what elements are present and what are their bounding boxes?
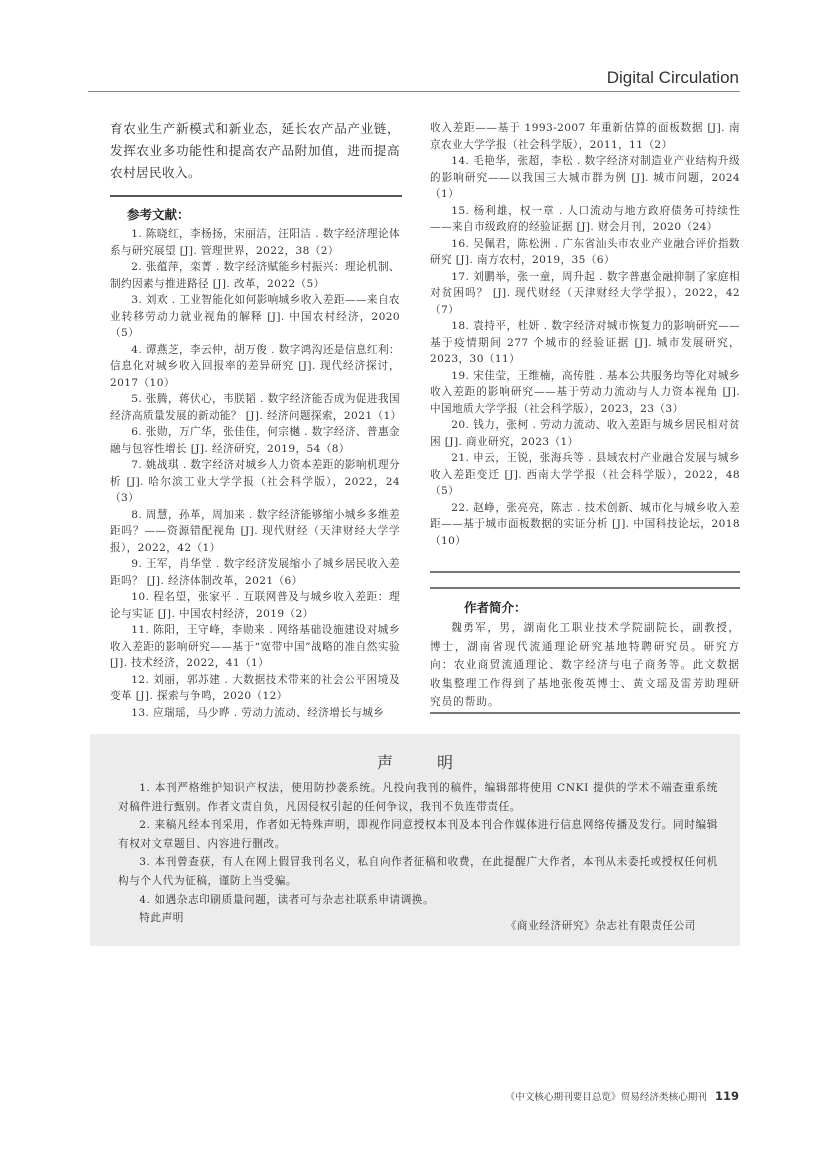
reference-item: 12. 刘丽，郭苏建 . 大数据技术带来的社会公平困境及变革 [J]. 探索与争鸣，2020（12） bbox=[110, 673, 400, 702]
reference-item: 22. 赵峥，张亮亮，陈志 . 技术创新、城市化与城乡收入差距——基于城市面板数据的实证分析 [J]. 中国科技论坛，2018（10） bbox=[430, 501, 740, 547]
footer-journal-text: 《中文核心期刊要目总览》贸易经济类核心期刊 bbox=[505, 1092, 707, 1103]
reference-item: 2. 张蕴萍，栾菁 . 数字经济赋能乡村振兴：理论机制、制约因素与推进路径 [J]. 改革，2022（5） bbox=[110, 261, 400, 290]
reference-item: 6. 张勋，万广华，张佳佳，何宗樾 . 数字经济、普惠金融与包容性增长 [J]. 经济研究，2019，54（8） bbox=[110, 426, 400, 455]
reference-item-continued: 收入差距——基于 1993-2007 年重新估算的面板数据 [J]. 南京农业大学学报（社会科学版），2011，11（2） bbox=[430, 122, 740, 151]
notice-body bbox=[118, 779, 718, 928]
reference-item: 10. 程名望，张家平 . 互联网普及与城乡收入差距：理论与实证 [J]. 中国农村经济，2019（2） bbox=[110, 591, 400, 620]
bio-top-rule bbox=[430, 587, 740, 589]
notice-closing: 特此声明 bbox=[139, 912, 184, 925]
intro-paragraph: 育农业生产新模式和新业态，延长农产品产业链，发挥农业多功能性和提高农产品附加值，进而提高农村居民收入。 bbox=[110, 121, 400, 180]
notice-item: 4. 如遇杂志印刷质量问题，读者可与杂志社联系申请调换。 bbox=[139, 893, 435, 906]
reference-item: 16. 吴佩君，陈松洲 . 广东省汕头市农业产业融合评价指数研究 [J]. 南方农村，2019，35（6） bbox=[430, 237, 740, 266]
notice-item: 3. 本刊曾查获，有人在网上假冒我刊名义，私自向作者征稿和收费，在此提醒广大作者，本刊从未委托或授权任何机构与个人代为征稿，谨防上当受骗。 bbox=[118, 856, 718, 887]
page-number: 119 bbox=[714, 1089, 739, 1103]
author-bio bbox=[430, 619, 740, 712]
reference-item: 18. 袁持平，杜妍 . 数字经济对城市恢复力的影响研究——基于疫情期间 277 个城市的经验证据 [J]. 城市发展研究，2023，30（11） bbox=[430, 320, 740, 365]
reference-item: 17. 刘鹏举，张一童，周升起 . 数字普惠金融抑制了家庭相对贫困吗？ [J]. 现代财经（天津财经大学学报），2022，42（7） bbox=[430, 270, 740, 316]
reference-item: 13. 应瑞瑶，马少晔 . 劳动力流动、经济增长与城乡 bbox=[131, 706, 385, 719]
references-heading: 参考文献： bbox=[127, 207, 190, 222]
reference-item: 20. 钱力，张柯 . 劳动力流动、收入差距与城乡居民相对贫困 [J]. 商业研究，2023（1） bbox=[430, 419, 740, 448]
notice-item: 2. 来稿凡经本刊采用，作者如无特殊声明，即视作同意授权本刊及本刊合作媒体进行信息网络传播及发行。同时编辑有权对文章题目、内容进行删改。 bbox=[118, 819, 718, 850]
reference-item: 5. 张腾，蒋伏心，韦朕韬 . 数字经济能否成为促进我国经济高质量发展的新动能？ [J]. 经济问题探索，2021（1） bbox=[110, 393, 402, 422]
bio-bottom-rule bbox=[430, 712, 740, 714]
author-bio-text: 魏勇军，男，湖南化工职业技术学院副院长，副教授，博士，湖南省现代流通理论研究基地特聘研究员。研究方向：农业商贸流通理论、数字经济与电子商务等。此文数据收集整理工作得到了基地张俊英博士、黄文瑶及雷芳助理研究员的帮助。 bbox=[430, 622, 740, 708]
reference-item: 11. 陈阳，王守峰，李勋来 . 网络基础设施建设对城乡收入差距的影响研究——基于“宽带中国”战略的准自然实验 [J]. 技术经济，2022，41（1） bbox=[110, 624, 400, 669]
author-bio-heading: 作者简介： bbox=[464, 600, 527, 615]
references-right-column bbox=[430, 120, 740, 549]
section-rule bbox=[110, 195, 402, 197]
notice-signature: 《商业经济研究》杂志社有限责任公司 bbox=[505, 920, 696, 932]
reference-item: 9. 王军，肖华堂 . 数字经济发展缩小了城乡居民收入差距吗？ [J]. 经济体制改革，2021（6） bbox=[110, 558, 400, 587]
notice-title: 声明 bbox=[376, 753, 497, 772]
reference-item: 21. 申云，王锐，张海兵等 . 县域农村产业融合发展与城乡收入差距变迁 [J]. 西南大学学报（社会科学版），2022，48（5） bbox=[430, 452, 740, 497]
reference-item: 3. 刘欢 . 工业智能化如何影响城乡收入差距——来自农业转移劳动力就业视角的解释 [J]. 中国农村经济，2020（5） bbox=[110, 294, 400, 339]
reference-item: 1. 陈晓红，李杨扬，宋丽洁，汪阳洁 . 数字经济理论体系与研究展望 [J]. 管理世界，2022，38（2） bbox=[110, 228, 400, 257]
notice-box bbox=[90, 734, 740, 946]
reference-item: 4. 谭燕芝，李云仲，胡万俊 . 数字鸿沟还是信息红利：信息化对城乡收入回报率的差异研究 [J]. 现代经济探讨，2017（10） bbox=[110, 343, 400, 389]
reference-item: 15. 杨利雄，权一章 . 人口流动与地方政府债务可持续性——来自市级政府的经验证据 [J]. 财会月刊，2020（24） bbox=[430, 204, 740, 233]
references-end-rule bbox=[430, 571, 740, 573]
reference-item: 14. 毛艳华，张超，李松 . 数字经济对制造业产业结构升级的影响研究——以我国三大城市群为例 [J]. 城市问题，2024（1） bbox=[430, 155, 740, 200]
running-header-title: Digital Circulation bbox=[606, 68, 739, 87]
reference-item: 19. 宋佳莹，王维楠，高传胜 . 基本公共服务均等化对城乡收入差距的影响研究——基于劳动力流动与人力资本视角 [J]. 中国地质大学学报（社会科学版），2023，23（3） bbox=[430, 369, 740, 415]
header-rule bbox=[88, 91, 740, 92]
page-footer bbox=[506, 1089, 739, 1103]
reference-item: 8. 周慧，孙革，周加来 . 数字经济能够缩小城乡多维差距吗？——资源错配视角 [J]. 现代财经（天津财经大学学报），2022，42（1） bbox=[110, 508, 400, 554]
notice-item: 1. 本刊严格维护知识产权法，使用防抄袭系统。凡投向我刊的稿件，编辑部将使用 CNKI 提供的学术不端查重系统对稿件进行甄别。作者文责自负，凡因侵权引起的任何争议，我刊不负连带责任。 bbox=[118, 782, 718, 813]
reference-item: 7. 姚战琪 . 数字经济对城乡人力资本差距的影响机理分析 [J]. 哈尔滨工业大学学报（社会科学版），2022，24（3） bbox=[110, 459, 400, 504]
references-left-column bbox=[110, 226, 400, 721]
